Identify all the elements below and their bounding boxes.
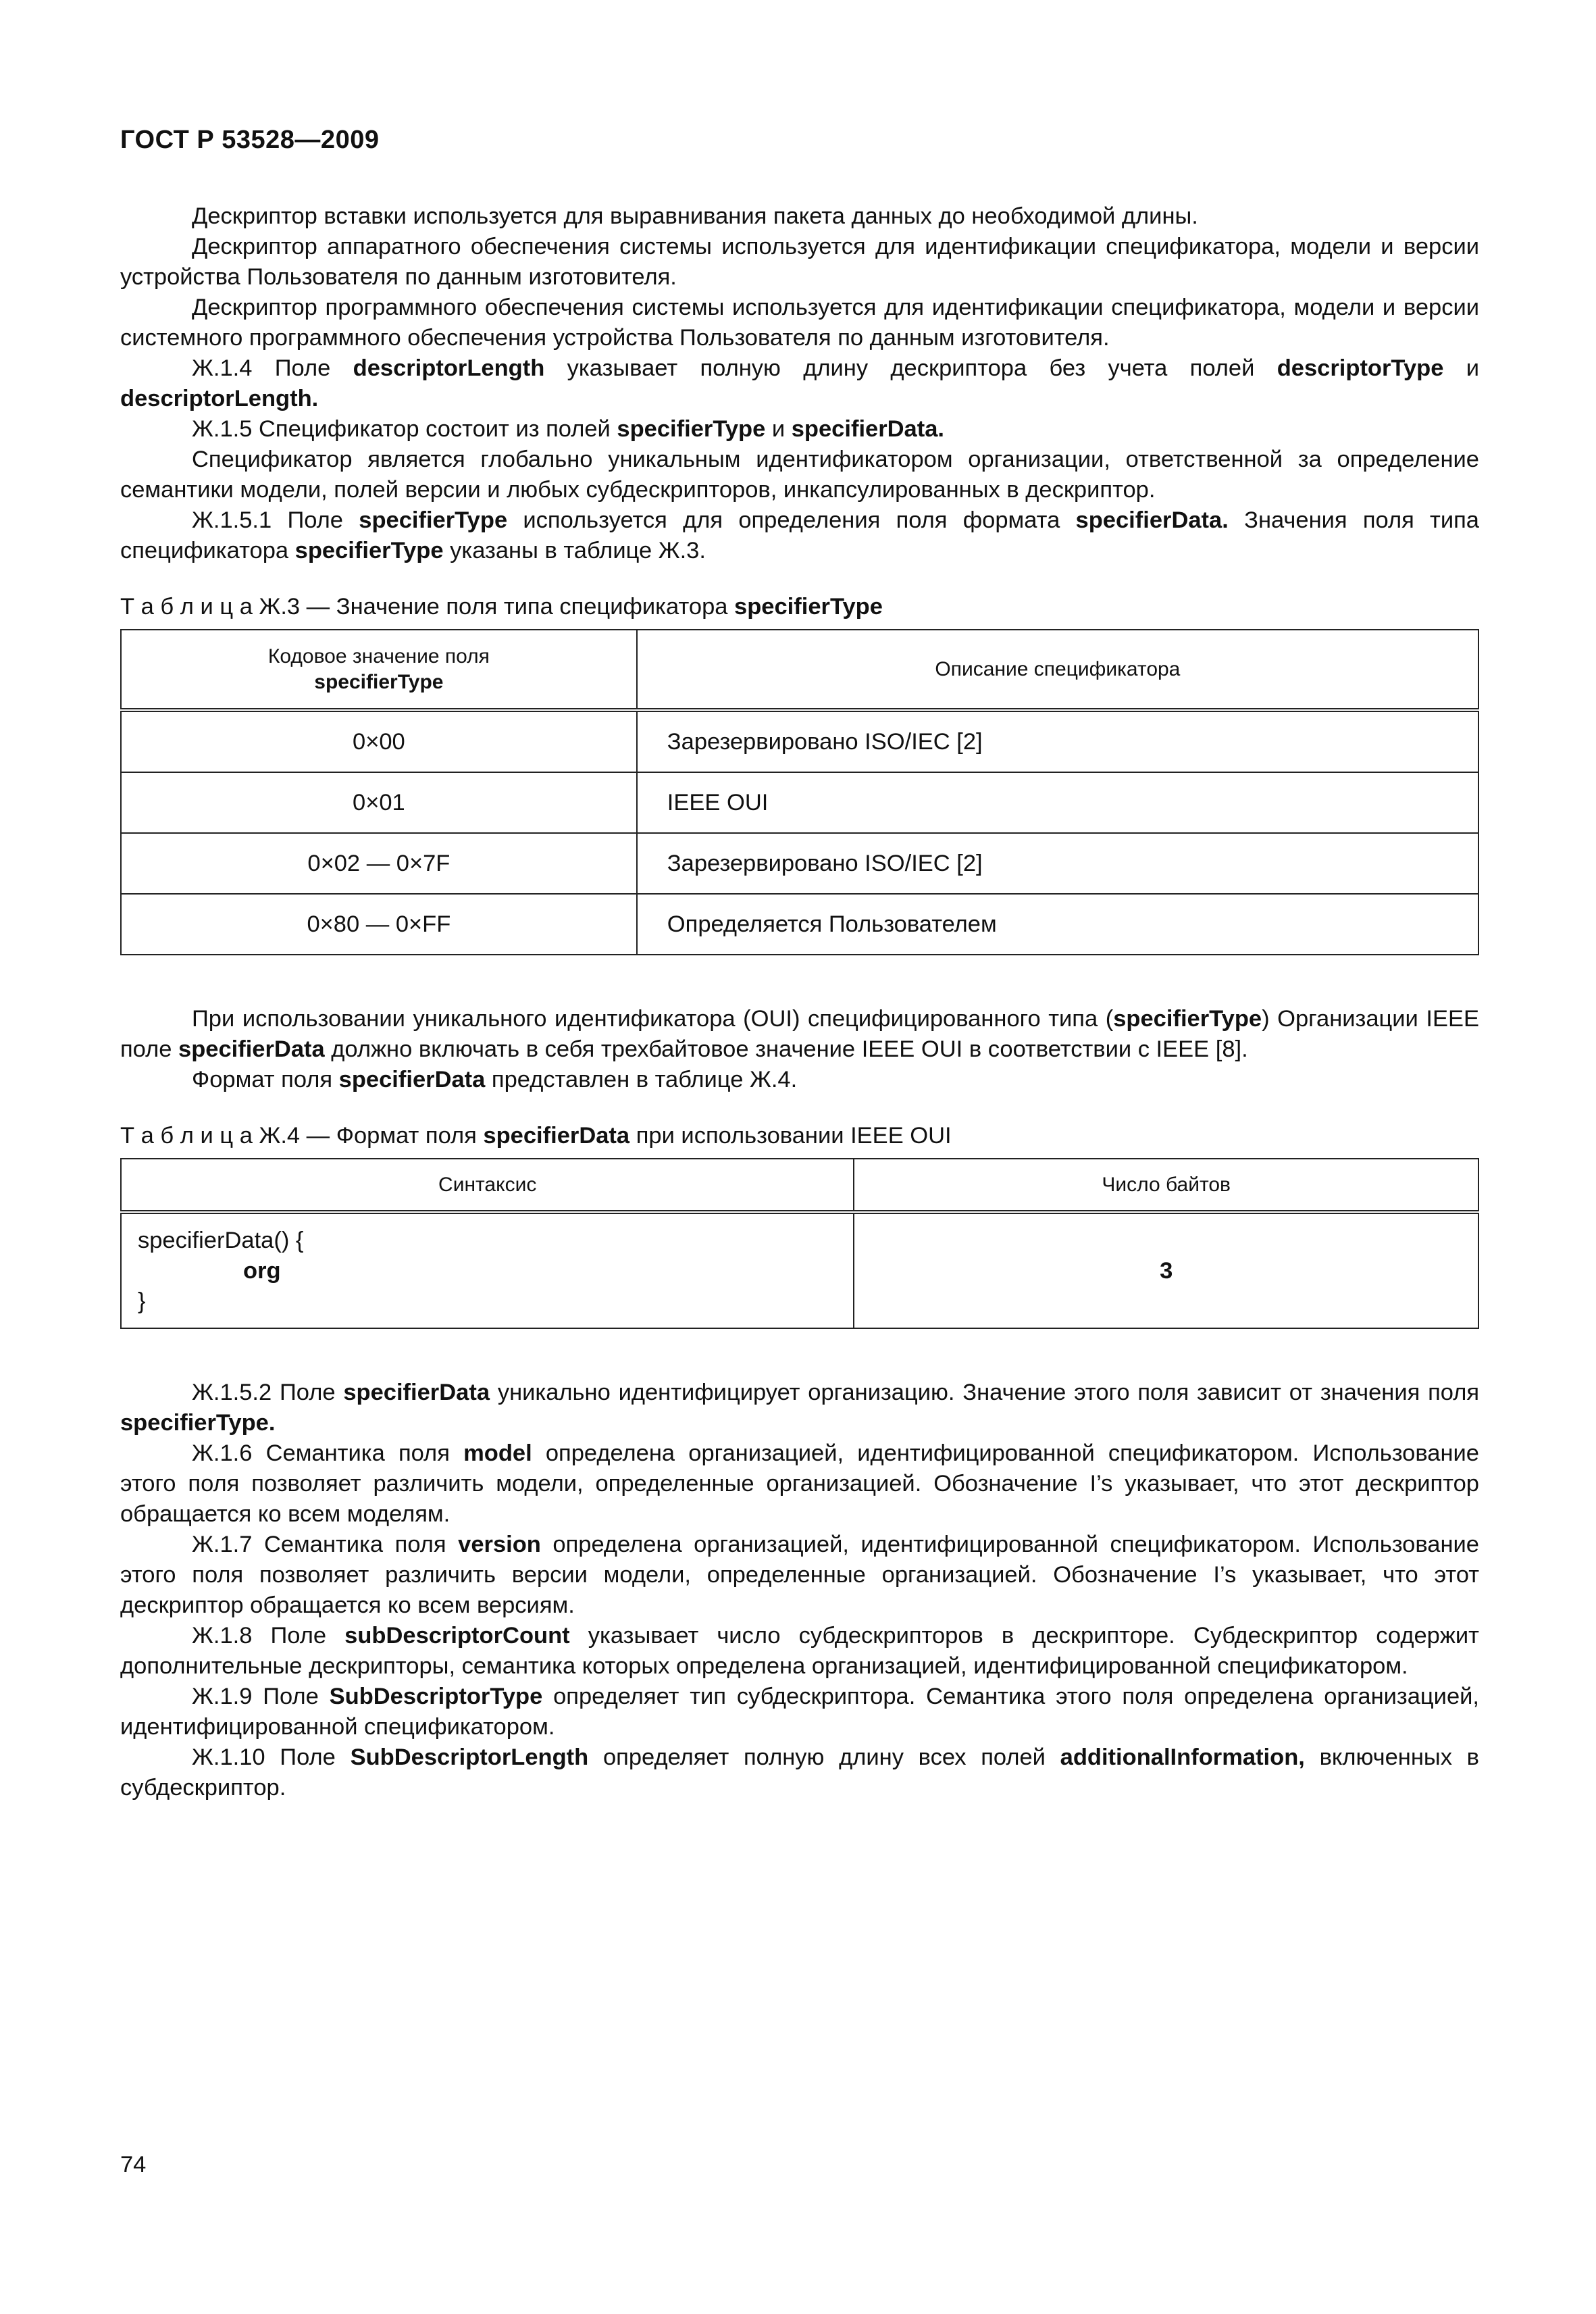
table-row (121, 894, 1478, 955)
field-name: descriptorLength. (120, 386, 319, 411)
text-span: Ж.1.9 Поле (192, 1684, 330, 1709)
text-span: определяет тип субдескриптора. Семантика этого поля определена организацией, идентифицированной спецификатором. (120, 1684, 1479, 1740)
table-row (121, 1212, 1478, 1328)
text-span: представлен в таблице Ж.4. (485, 1067, 798, 1092)
text-span: Ж.1.5.2 Поле (192, 1380, 344, 1405)
text-span: и (1443, 355, 1479, 381)
field-name: specifierType (314, 670, 444, 693)
text-span: должно включать в себя трехбайтовое значение IEEE OUI в соответствии с IEEE [8]. (324, 1036, 1248, 1062)
table-cell-description: Определяется Пользователем (637, 894, 1478, 955)
text-span: указаны в таблице Ж.3. (443, 538, 706, 563)
text-span: используется для определения поля формата (507, 507, 1076, 533)
column-header-description: Описание спецификатора (637, 630, 1478, 710)
field-name: specifierData. (791, 416, 945, 442)
field-name: specifierType (617, 416, 766, 442)
text-span: Ж.1.5.1 Поле (192, 507, 359, 533)
table-caption (120, 592, 1479, 622)
text-span: указывает число субдескрипторов в дескрипторе. Субдескриптор содержит дополнительные дескрипторы, семантика которых определена организацией, идентифицированной спецификатором. (120, 1623, 1479, 1679)
text-span: При использовании уникального идентификатора (OUI) специфицированного типа ( (192, 1006, 1114, 1032)
text-span: ) Организации IEEE поле (120, 1006, 1479, 1062)
field-name: org (243, 1257, 281, 1284)
page-number: 74 (120, 2152, 147, 2178)
text-span: определена организацией, идентифицированной спецификатором. Использование этого поля позволяет различить версии модели, определенные организацией. Обозначение I’s указывает, что этот дескриптор обращается ко всем версиям. (120, 1532, 1479, 1618)
field-name: specifierData (483, 1123, 630, 1149)
field-name: specifierType (1113, 1006, 1262, 1032)
field-name: descriptorLength (353, 355, 545, 381)
column-header-bytes: Число байтов (854, 1159, 1478, 1212)
paragraph-specifier-type (120, 505, 1479, 566)
column-header-syntax: Синтаксис (121, 1159, 854, 1212)
field-name: descriptorType (1277, 355, 1444, 381)
table-cell-code: 0×01 (121, 772, 637, 833)
field-name: subDescriptorCount (344, 1623, 570, 1649)
specifier-type-table (120, 629, 1479, 955)
code-line: specifierData() { (138, 1227, 304, 1253)
field-name: specifierData (178, 1036, 325, 1062)
text-span: Формат поля (192, 1067, 339, 1092)
table-cell-description: Зарезервировано ISO/IEC [2] (637, 710, 1478, 772)
paragraph-version (120, 1530, 1479, 1621)
text-span: Ж.1.10 Поле (192, 1744, 351, 1770)
paragraph-subdescriptor-count (120, 1621, 1479, 1682)
paragraph-specifier-data (120, 1378, 1479, 1438)
table-cell-code: 0×02 — 0×7F (121, 833, 637, 894)
text-span: включенных в субдескриптор. (120, 1744, 1479, 1801)
text-span: Ж.1.8 Поле (192, 1623, 345, 1649)
table-header-row (121, 630, 1478, 710)
table-header-row (121, 1159, 1478, 1212)
paragraph: Спецификатор является глобально уникальным идентификатором организации, ответственной за определение семантики модели, полей версии и любых субдескрипторов, инкапсулированных в дескриптор. (120, 447, 1479, 503)
table-row (121, 710, 1478, 772)
paragraph: Дескриптор аппаратного обеспечения системы используется для идентификации спецификатора, модели и версии устройства Пользователя по данным изготовителя. (120, 234, 1479, 290)
table-cell-description: IEEE OUI (637, 772, 1478, 833)
text-span: Ж.1.7 Семантика поля (192, 1532, 459, 1557)
paragraph-subdescriptor-type (120, 1682, 1479, 1742)
table-cell-code: 0×00 (121, 710, 637, 772)
field-name: SubDescriptorType (329, 1684, 543, 1709)
text-span: Ж.1.5 Спецификатор состоит из полей (192, 416, 617, 442)
table-cell-syntax (121, 1212, 854, 1328)
paragraph-specifier (120, 414, 1479, 445)
specifier-data-table (120, 1158, 1479, 1329)
text-span: при использовании IEEE OUI (629, 1123, 952, 1149)
field-name: SubDescriptorLength (350, 1744, 589, 1770)
table-row (121, 772, 1478, 833)
field-name: specifierData. (1075, 507, 1229, 533)
paragraph: Дескриптор вставки используется для выравнивания пакета данных до необходимой длины. (192, 203, 1198, 229)
paragraph-format (120, 1065, 1479, 1095)
code-line (138, 1256, 823, 1286)
text-span: Ж.1.4 Поле (192, 355, 353, 381)
field-name: version (458, 1532, 541, 1557)
field-name: additionalInformation, (1060, 1744, 1305, 1770)
table-cell-description: Зарезервировано ISO/IEC [2] (637, 833, 1478, 894)
text-span: Т а б л и ц а Ж.4 — Формат поля (120, 1123, 484, 1149)
text-span: определена организацией, идентифицированной спецификатором. Использование этого поля позволяет различить модели, определенные организацией. Обозначение I’s указывает, что этот дескриптор обращается ко всем моделям. (120, 1440, 1479, 1527)
paragraph-model (120, 1438, 1479, 1530)
field-name: specifierType (359, 507, 508, 533)
paragraph: Дескриптор программного обеспечения системы используется для идентификации спецификатора, модели и версии системного программного обеспечения устройства Пользователя по данным изготовителя. (120, 295, 1479, 351)
paragraph-subdescriptor-length (120, 1742, 1479, 1803)
paragraph-oui (120, 1004, 1479, 1065)
paragraph-descriptor-length (120, 353, 1479, 414)
text-span: определяет полную длину всех полей (588, 1744, 1060, 1770)
table-row (121, 833, 1478, 894)
table-cell-bytes: 3 (854, 1212, 1478, 1328)
document-header: ГОСТ Р 53528—2009 (120, 126, 380, 154)
text-span: уникально идентифицирует организацию. Значение этого поля зависит от значения поля (490, 1380, 1480, 1405)
table-cell-code: 0×80 — 0×FF (121, 894, 637, 955)
field-name: model (463, 1440, 532, 1466)
field-name: specifierType (734, 594, 883, 620)
text-span: Значения поля типа спецификатора (120, 507, 1479, 563)
text-span: и (765, 416, 792, 442)
column-header-code (121, 630, 637, 710)
field-name: specifierType (294, 538, 444, 563)
field-name: specifierData (343, 1380, 490, 1405)
field-name: specifierType. (120, 1410, 276, 1436)
table-caption (120, 1121, 1479, 1151)
code-line: } (138, 1288, 146, 1314)
text-span: Ж.1.6 Семантика поля (192, 1440, 464, 1466)
text-span: Кодовое значение поля (267, 645, 490, 668)
field-name: specifierData (338, 1067, 486, 1092)
text-span: Т а б л и ц а Ж.3 — Значение поля типа спецификатора (120, 594, 735, 620)
text-span: указывает полную длину дескриптора без учета полей (544, 355, 1277, 381)
document-body (120, 201, 1479, 1803)
